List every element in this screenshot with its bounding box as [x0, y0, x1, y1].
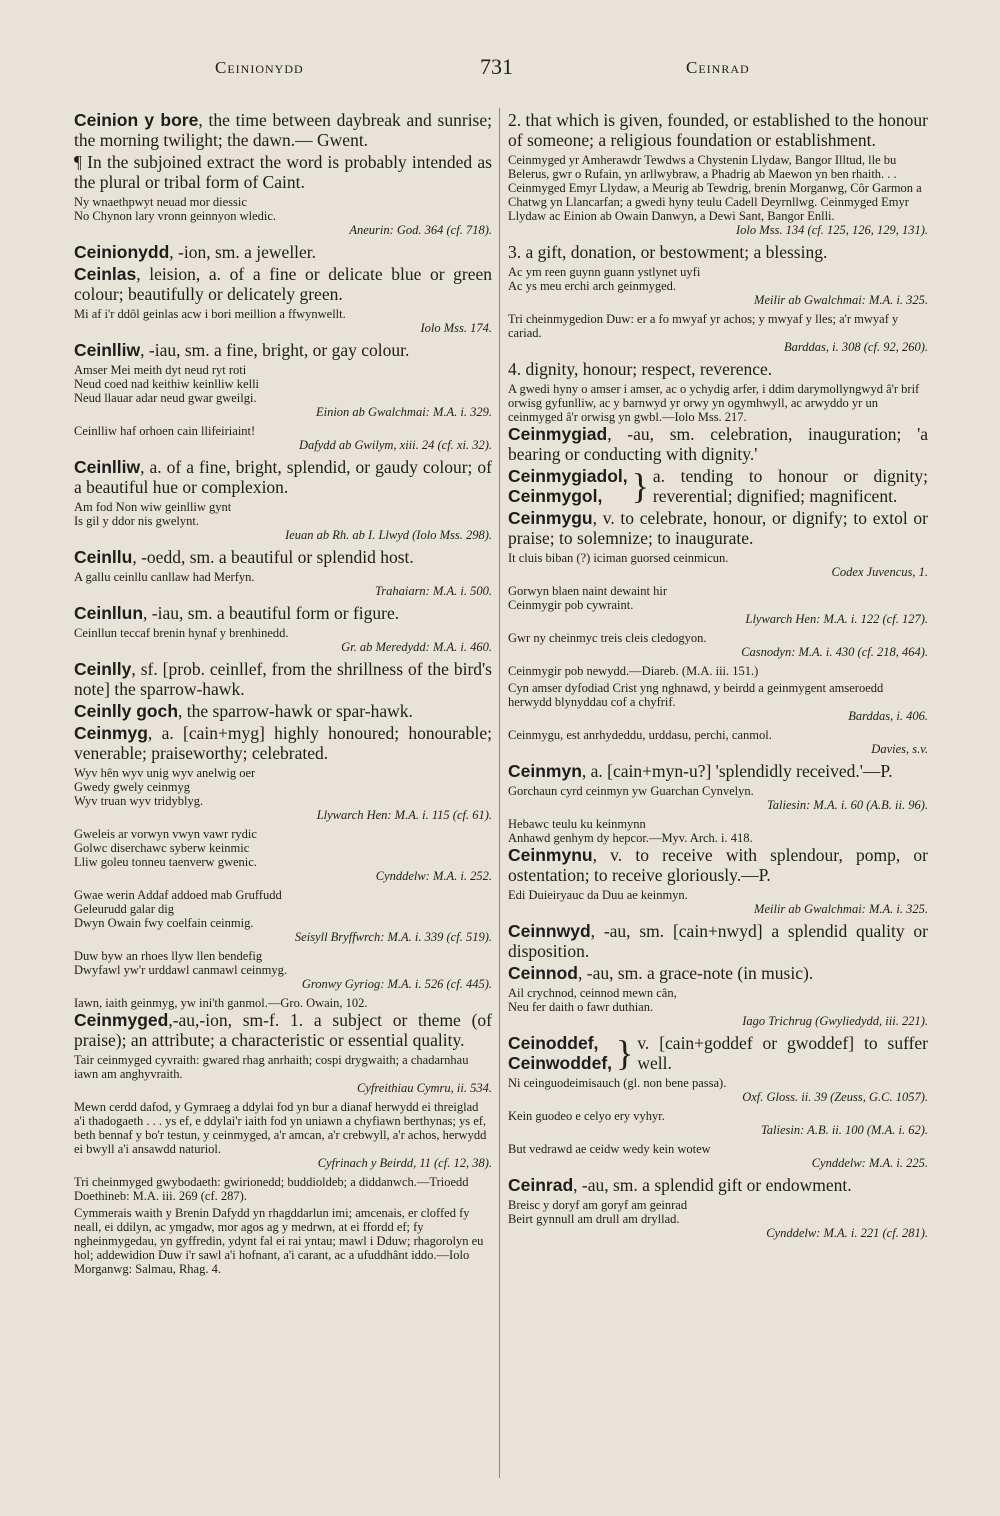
citation-source: Trahaiarn: M.A. i. 500. — [374, 584, 492, 598]
entry: Ceinlliw, a. of a fine, bright, splendid, or gaudy colour; of a beautiful hue or complexion. — [74, 457, 492, 497]
headword: Ceinmyged — [74, 1010, 169, 1030]
entry: Ceinmyn, a. [cain+myn-u?] 'splendidly received.'—P. — [508, 761, 893, 781]
header-left-guideword: Ceinionydd — [215, 58, 304, 77]
citation-source: Iolo Mss. 174. — [420, 321, 492, 335]
citation-source: Dafydd ab Gwilym, xiii. 24 (cf. xi. 32). — [298, 438, 492, 452]
citation: Ail crychnod, ceinnod mewn cân, Neu fer daith o fawr duthian. — [508, 986, 677, 1014]
headword: Ceinlly goch — [74, 701, 179, 721]
citation: Gweleis ar vorwyn vwyn vawr rydic Golwc diserchawc syberw keinmic Lliw goleu tonneu taenverw gwenic. — [74, 827, 257, 869]
running-head — [0, 54, 1000, 88]
citation: Breisc y doryf am goryf am geinrad Beirt gynnull am drull am dryllad. — [508, 1198, 688, 1226]
citation-source: Codex Juvencus, 1. — [831, 565, 928, 579]
entry: Ceinlas, leision, a. of a fine or delicate blue or green colour; beautifully or delicately green. — [74, 264, 492, 304]
headword: Ceinlas — [74, 264, 137, 284]
entry: Ceinlly goch, the sparrow-hawk or spar-hawk. — [74, 701, 413, 721]
entry: Ceinllun, -iau, sm. a beautiful form or figure. — [74, 603, 400, 623]
citation: Gwr ny cheinmyc treis cleis cledogyon. — [508, 631, 707, 645]
definition: v. [cain+goddef or gwoddef] to suffer well. — [637, 1033, 928, 1073]
entry-note: ¶ In the subjoined extract the word is probably intended as the plural or tribal form of Caint. — [74, 152, 492, 192]
citation: Ceinllun teccaf brenin hynaf y brenhinedd. — [74, 626, 289, 640]
header-right-guideword: Ceinrad — [686, 58, 750, 77]
citation-source: Ieuan ab Rh. ab I. Llwyd (Iolo Mss. 298). — [285, 528, 492, 542]
entry: Ceinmyg, a. [cain+myg] highly honoured; honourable; venerable; praiseworthy; celebrated. — [74, 723, 492, 763]
citation-source: Iolo Mss. 134 (cf. 125, 126, 129, 131). — [736, 223, 928, 237]
citation: Amser Mei meith dyt neud ryt roti Neud coed nad keithiw keinlliw kelli Neud llauar adar neud gwar gweilgi. — [74, 363, 260, 405]
headword: Ceinmygol, — [508, 486, 603, 506]
headword: Ceinrad — [508, 1175, 574, 1195]
headword: Ceinmyn — [508, 761, 582, 781]
headword: Ceinmygiadol, — [508, 466, 628, 486]
headword: Ceinmygu — [508, 508, 593, 528]
citation-source: Cyfrinach y Beirdd, 11 (cf. 12, 38). — [317, 1156, 492, 1170]
citation: Ac ym reen guynn guann ystlynet uyfi Ac ys meu erchi arch geinmyged. — [508, 265, 701, 293]
citation: Hebawc teulu ku keinmynn Anhawd genhym dy hepcor.—Myv. Arch. i. 418. — [508, 817, 753, 845]
headword: Ceinlly — [74, 659, 132, 679]
citation-source: Taliesin: M.A. i. 60 (A.B. ii. 96). — [767, 798, 928, 812]
citation-source: Cynddelw: M.A. i. 225. — [811, 1156, 928, 1170]
headword: Ceinllu — [74, 547, 133, 567]
citation: Tair ceinmyged cyvraith: gwared rhag anrhaith; cospi drygwaith; a chadarnhau iawn am anghyvraith. — [74, 1053, 469, 1081]
entry: Ceinmygu, v. to celebrate, honour, or dignify; to extol or praise; to solemnize; to inaugurate. — [508, 508, 928, 548]
left-column — [74, 110, 492, 1276]
citation: Cymmerais waith y Brenin Dafydd yn rhagddarlun imi; amcenais, er cloffed fy neall, ei ddilyn, ac ymgadw, mor agos ag y medrwn, at ei ffordd ef; fy ngheinmygedau, yn gyffredin, ydynt fal ei rai yntau; mawl i Dduw; rhagorolyn eu hol; addewidion Duw i'r sawl a'i hofnant, a'i carant, ac a ufuddhânt iddo.—Iolo Morganwg: Salmau, Rhag. 4. — [74, 1206, 484, 1276]
citation-source: Oxf. Gloss. ii. 39 (Zeuss, G.C. 1057). — [742, 1090, 928, 1104]
entry: 3. a gift, donation, or bestowment; a blessing. — [508, 242, 828, 262]
citation: Ceinmygir pob newydd.—Diareb. (M.A. iii. 151.) — [508, 664, 759, 678]
citation: Wyv hên wyv unig wyv anelwig oer Gwedy gwely ceinmyg Wyv truan wyv tridyblyg. — [74, 766, 256, 808]
citation: Am fod Non wiw geinlliw gynt Is gil y ddor nis gwelynt. — [74, 500, 232, 528]
citation: A gwedi hyny o amser i amser, ac o ychydig arfer, i ddim darymollyngwyd â'r brif orwisg gyfunlliw, ac y barnwyd yr orwy yn ogymhwyll, ac arwyddo yr un ceinmyged â'r orwisg yn gwbl.—Iolo Mss. 217. — [508, 382, 920, 424]
citation-source: Gr. ab Meredydd: M.A. i. 460. — [341, 640, 492, 654]
citation-source: Aneurin: God. 364 (cf. 718). — [349, 223, 492, 237]
headword: Ceinmygiad — [508, 424, 608, 444]
citation: Ceinlliw haf orhoen cain llifeiriaint! — [74, 424, 256, 438]
headword: Ceinlliw — [74, 457, 141, 477]
entry: Ceinmygiad, -au, sm. celebration, inauguration; 'a bearing or conducting with dignity.' — [508, 424, 928, 464]
entry: Ceinrad, -au, sm. a splendid gift or endowment. — [508, 1175, 852, 1195]
citation-source: Llywarch Hen: M.A. i. 122 (cf. 127). — [745, 612, 928, 626]
entry-paired — [508, 466, 928, 506]
column-divider — [499, 108, 500, 1478]
entry: Ceinmyged,-au,-ion, sm-f. 1. a subject or theme (of praise); an attribute; a characteristic or essential quality. — [74, 1010, 492, 1050]
entry: Ceinmynu, v. to receive with splendour, pomp, or ostentation; to receive gloriously.—P. — [508, 845, 928, 885]
definition: a. tending to honour or dignity; reverential; dignified; magnificent. — [652, 466, 928, 506]
citation: Duw byw an rhoes llyw llen bendefig Dwyfawl yw'r urddawl canmawl ceinmyg. — [74, 949, 287, 977]
citation-source: Barddas, i. 308 (cf. 92, 260). — [784, 340, 928, 354]
citation: A gallu ceinllu canllaw had Merfyn. — [74, 570, 255, 584]
entry: 2. that which is given, founded, or established to the honour of someone; a religious foundation or establishment. — [508, 110, 928, 150]
entry: 4. dignity, honour; respect, reverence. — [508, 359, 773, 379]
citation-source: Taliesin: A.B. ii. 100 (M.A. i. 62). — [760, 1123, 928, 1137]
citation: Mewn cerdd dafod, y Gymraeg a ddylai fod yn bur a dianaf herwydd ei threiglad a'i thadogaeth . . . ys ef, e ddylai'r iaith fod yn uniawn a chyfiawn berthynas; ys ef, beth bennaf y bo'r testun, y ceinmyged, a'r amcan, a'r crebwyll, a'r achos, herwydd ei bwyll a'i ansawdd naturiol. — [74, 1100, 487, 1156]
brace: } — [631, 466, 649, 506]
headword: Ceinnod — [508, 963, 578, 983]
citation: Gorwyn blaen naint dewaint hir Ceinmygir pob cywraint. — [508, 584, 667, 612]
citation: Tri cheinmygedion Duw: er a fo mwyaf yr achos; y mwyaf y lles; a'r mwyaf y cariad. — [508, 312, 899, 340]
headword: Ceinlliw — [74, 340, 141, 360]
citation: Edi Duieiryauc da Duu ae keinmyn. — [508, 888, 688, 902]
citation-source: Seisyll Bryffwrch: M.A. i. 339 (cf. 519). — [294, 930, 492, 944]
right-column — [508, 110, 928, 1245]
citation-source: Einion ab Gwalchmai: M.A. i. 329. — [315, 405, 492, 419]
citation: Gwae werin Addaf addoed mab Gruffudd Geleurudd galar dig Dwyn Owain fwy coelfain ceinmig. — [74, 888, 282, 930]
citation-source: Llywarch Hen: M.A. i. 115 (cf. 61). — [316, 808, 492, 822]
citation: But vedrawd ae ceidw wedy kein wotew — [508, 1142, 711, 1156]
entry: Ceinllu, -oedd, sm. a beautiful or splendid host. — [74, 547, 414, 567]
citation-source: Davies, s.v. — [871, 742, 928, 756]
entry: Ceinnwyd, -au, sm. [cain+nwyd] a splendid quality or disposition. — [508, 921, 928, 961]
citation-source: Meilir ab Gwalchmai: M.A. i. 325. — [754, 293, 928, 307]
citation-source: Gronwy Gyriog: M.A. i. 526 (cf. 445). — [301, 977, 492, 991]
citation-source: Cynddelw: M.A. i. 252. — [375, 869, 492, 883]
headword: Ceinionydd — [74, 242, 170, 262]
citation: Cyn amser dyfodiad Crist yng nghnawd, y beirdd a geinmygent amseroedd herwydd blynyddau cof a chyfrif. — [508, 681, 884, 709]
headword: Ceinwoddef, — [508, 1053, 613, 1073]
entry: Ceinnod, -au, sm. a grace-note (in music). — [508, 963, 814, 983]
headword: Ceinion y bore — [74, 110, 199, 130]
headword: Ceinmynu — [508, 845, 593, 865]
citation: Mi af i'r ddôl geinlas acw i bori meillion a ffwynwellt. — [74, 307, 346, 321]
citation-source: Cyfreithiau Cymru, ii. 534. — [357, 1081, 492, 1095]
citation: Ceinmygu, est anrhydeddu, urddasu, perchi, canmol. — [508, 728, 772, 742]
page-number: 731 — [480, 54, 513, 79]
entry: Ceinionydd, -ion, sm. a jeweller. — [74, 242, 317, 262]
citation: Tri cheinmyged gwybodaeth: gwirionedd; buddioldeb; a diddanwch.—Trioedd Doethineb: M.A. iii. 269 (cf. 287). — [74, 1175, 469, 1203]
headword: Ceinmyg — [74, 723, 148, 743]
headword: Ceinllun — [74, 603, 144, 623]
entry: Ceinlliw, -iau, sm. a fine, bright, or gay colour. — [74, 340, 410, 360]
citation: Ny wnaethpwyt neuad mor diessic No Chynon lary vronn geinnyon wledic. — [74, 195, 277, 223]
citation-source: Iago Trichrug (Gwyliedydd, iii. 221). — [742, 1014, 928, 1028]
entry-paired — [508, 1033, 928, 1073]
citation-source: Casnodyn: M.A. i. 430 (cf. 218, 464). — [741, 645, 928, 659]
brace: } — [616, 1033, 634, 1073]
citation: Gorchaun cyrd ceinmyn yw Guarchan Cynvelyn. — [508, 784, 754, 798]
entry: Ceinlly, sf. [prob. ceinllef, from the shrillness of the bird's note] the sparrow-hawk. — [74, 659, 492, 699]
citation-source: Barddas, i. 406. — [848, 709, 928, 723]
citation: It cluis biban (?) iciman guorsed ceinmicun. — [508, 551, 729, 565]
headword: Ceinnwyd — [508, 921, 591, 941]
citation: Ceinmyged yr Amherawdr Tewdws a Chystenin Llydaw, Bangor Illtud, lle bu Belerus, gwr o Rufain, yn arllwybraw, a Phadrig ab Maewon yn ben rhaith. . . Ceinmyged Emyr Llydaw, a Meurig ab Tewdrig, brenin Morganwg, Côr Garmon a Chatwg yn Llancarfan; a gwedi hyny teulu Cadell Deyrnllwg. Ceinmyged Emyr Llydaw ac Einion ab Owain Danwyn, a Dewi Sant, Bangor Enlli. — [508, 153, 922, 223]
headword: Ceinoddef, — [508, 1033, 599, 1053]
citation: Ni ceinguodeimisauch (gl. non bene passa). — [508, 1076, 727, 1090]
citation-source: Meilir ab Gwalchmai: M.A. i. 325. — [754, 902, 928, 916]
citation-source: Cynddelw: M.A. i. 221 (cf. 281). — [766, 1226, 928, 1240]
entry: Ceinion y bore, the time between daybreak and sunrise; the morning twilight; the dawn.— Gwent. — [74, 110, 492, 150]
citation: Iawn, iaith geinmyg, yw ini'th ganmol.—Gro. Owain, 102. — [74, 996, 368, 1010]
citation: Kein guodeo e celyo ery vyhyr. — [508, 1109, 665, 1123]
